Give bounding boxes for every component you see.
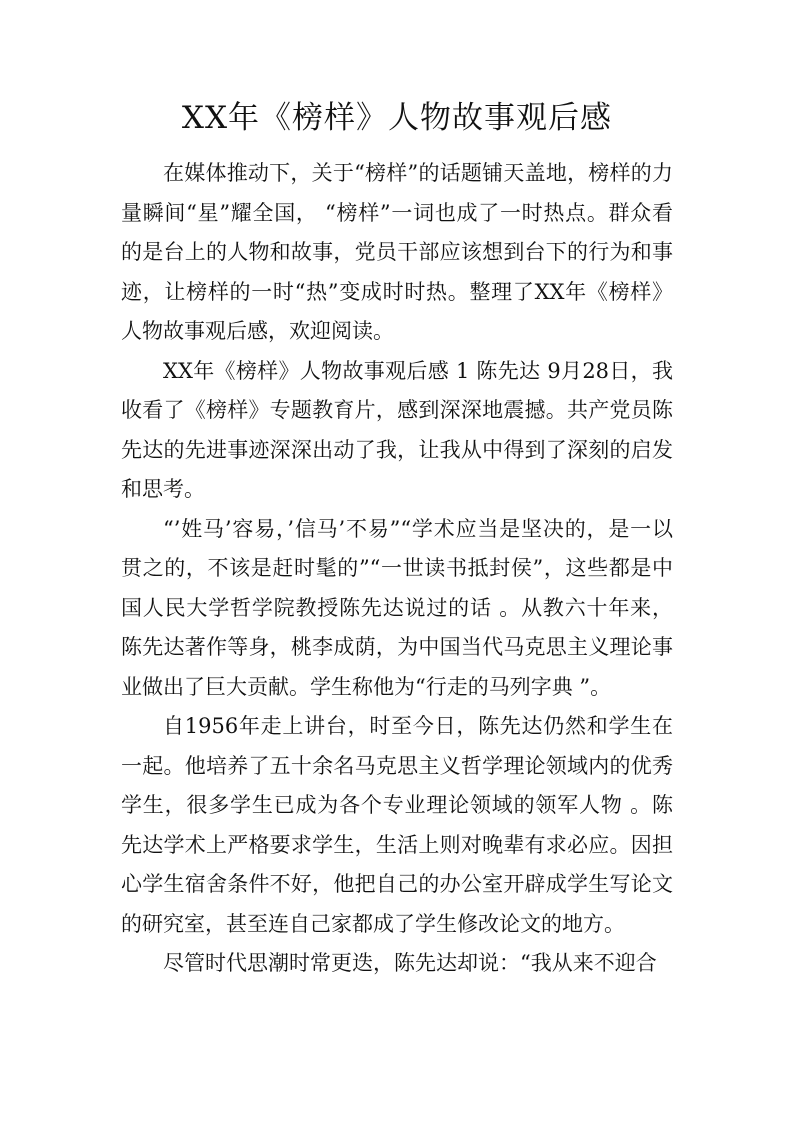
- paragraph-intro: 在媒体推动下，关于“榜样”的话题铺天盖地，榜样的力量瞬间“星”耀全国， “榜样”一词也成了一时热点。群众看的是台上的人物和故事，党员干部应该想到台下的行为和事迹，让榜样的一时“热”变成时时热。整理了XX年《榜样》人物故事观后感，欢迎阅读。: [121, 161, 673, 343]
- paragraph-teaching: 自1956年走上讲台，时至今日，陈先达仍然和学生在一起。他培养了五十余名马克思主义哲学理论领域内的优秀学生，很多学生已成为各个专业理论领域的领军人物 。陈先达学术上严格要求学生，生活上则对晚辈有求必应。因担心学生宿舍条件不好，他把自己的办公室开辟成学生写论文的研究室，甚至连自己家都成了学生修改论文的地方。: [121, 714, 673, 936]
- paragraph-closing-fragment: 尽管时代思潮时常更迭，陈先达却说：“我从来不迎合: [163, 951, 657, 975]
- document-title: XX年《榜样》人物故事观后感: [181, 100, 613, 136]
- paragraph-quotes: “’姓马’容易，’信马’不易”“学术应当是坚决的，是一以贯之的，不该是赶时髦的”“一世读书抵封侯”，这些都是中国人民大学哲学院教授陈先达说过的话 。从教六十年来，陈先达著作等身，桃李成荫，为中国当代马克思主义理论事业做出了巨大贡献。学生称他为“行走的马列字典 ”。: [121, 516, 673, 699]
- document-body: [121, 154, 673, 984]
- paragraph-part1-opening: XX年《榜样》人物故事观后感 1 陈先达 9月28日，我收看了《榜样》专题教育片，感到深深地震撼。共产党员陈先达的先进事迹深深出动了我，让我从中得到了深刻的启发和思考。: [121, 358, 673, 501]
